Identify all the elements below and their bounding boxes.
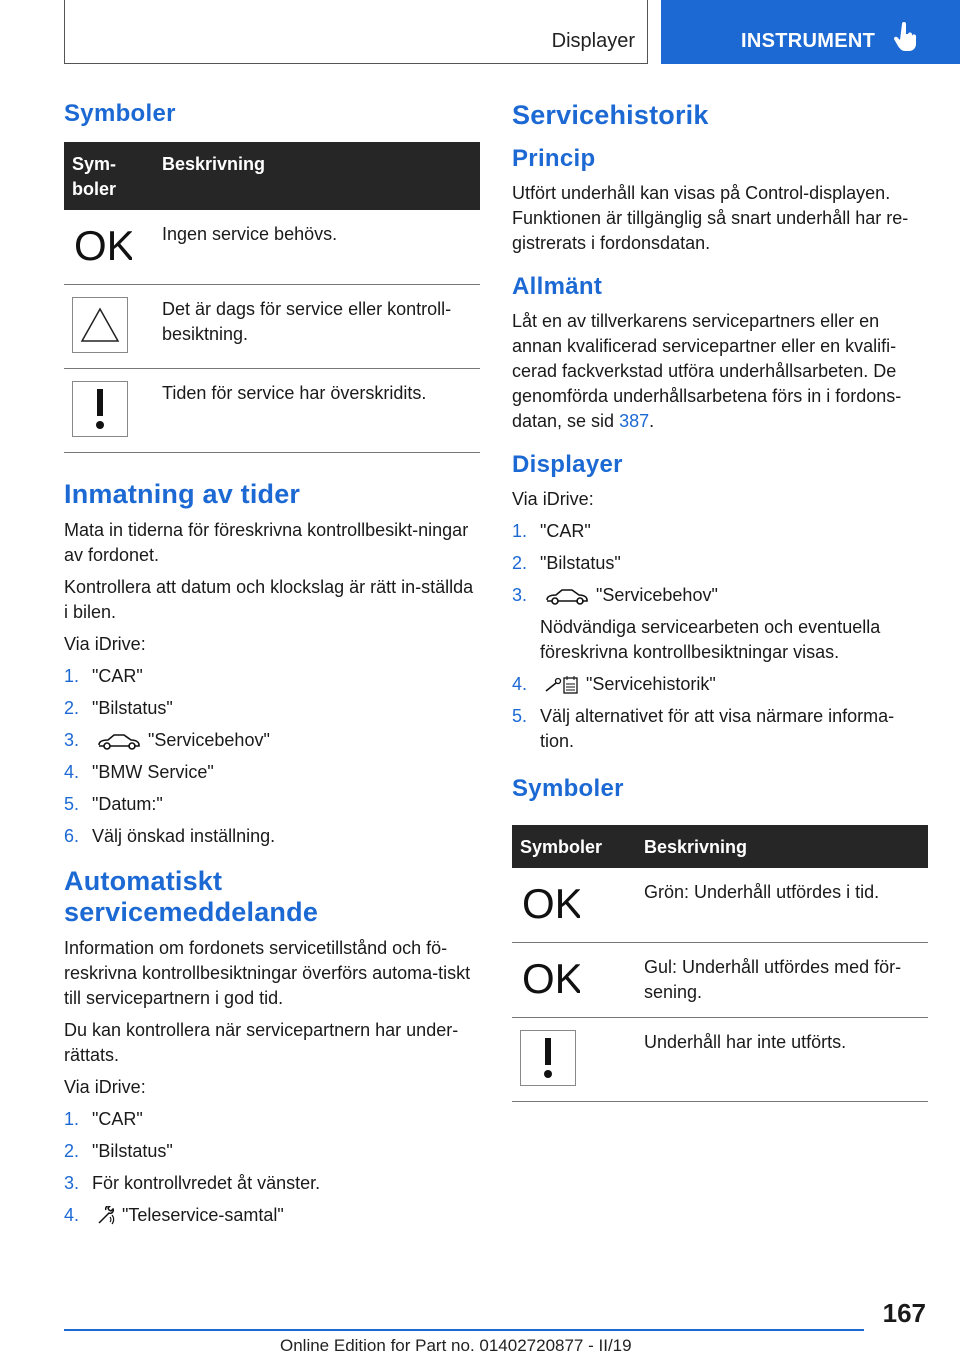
- right-column: [512, 100, 928, 1102]
- paragraph: Information om fordonets servicetillstånd och fö-reskrivna kontrollbesiktningar överförs automa-tiskt till servicepartnern i god tid.: [64, 938, 471, 1008]
- paragraph: Du kan kontrollera när servicepartnern har under-rättats.: [64, 1020, 459, 1065]
- list-item: 3. För kontrollvredet åt vänster.: [64, 1173, 321, 1193]
- allmant-heading: Allmänt: [512, 273, 603, 300]
- pointing-hand-icon: [893, 22, 919, 52]
- list-item: 1. "CAR": [512, 521, 591, 541]
- svg-text:OK: OK: [522, 955, 580, 999]
- chapter-tab[interactable]: [661, 0, 960, 64]
- princip-heading: Princip: [512, 145, 596, 172]
- table-row: [64, 369, 480, 453]
- list-item: 4. "BMW Service": [64, 762, 214, 782]
- page-reference-link[interactable]: 387: [619, 411, 650, 431]
- step-list-inmatning: [64, 664, 480, 849]
- list-item: 3. "Servicebehov": [64, 730, 270, 750]
- list-item: 4. "Teleservice-samtal": [64, 1205, 284, 1225]
- list-item: 1. "CAR": [64, 666, 143, 686]
- warning-triangle-icon: [72, 297, 128, 353]
- auto-service-heading: Automatiskt servicemeddelande: [64, 866, 319, 927]
- list-item: 6. Välj önskad inställning.: [64, 826, 276, 846]
- paragraph: Kontrollera att datum och klockslag är rätt in-ställda i bilen.: [64, 577, 474, 622]
- step-list-auto: [64, 1107, 480, 1228]
- symbol-description: Tiden för service har överskridits.: [154, 369, 480, 453]
- ok-icon: [72, 222, 132, 266]
- exclamation-icon: [72, 381, 128, 437]
- ok-icon: [520, 880, 580, 924]
- table-row: [64, 210, 480, 285]
- list-item: 4. "Servicehistorik": [512, 674, 716, 694]
- list-item: 2. "Bilstatus": [64, 698, 173, 718]
- paragraph: Låt en av tillverkarens servicepartners eller en annan kvalificerad servicepartner eller en kvalifi-cerad fackverkstad utföra underhållsarbeten. De genomförda underhållsarbetena förs in i fordons-datan, se sid 387.: [512, 311, 902, 431]
- car-icon: [544, 587, 590, 605]
- paragraph: Via iDrive:: [64, 1077, 146, 1097]
- displayer-heading: Displayer: [512, 451, 623, 478]
- paragraph: Utfört underhåll kan visas på Control-displayen. Funktionen är tillgänglig så snart underhåll har re-gistrerats i fordonsdatan.: [512, 183, 909, 253]
- symbols-heading-left: Symboler: [64, 100, 176, 127]
- symbols-table-right: [512, 825, 928, 1102]
- table-header-symbols: Symboler: [512, 825, 636, 868]
- list-item: 5. "Datum:": [64, 794, 163, 814]
- chapter-title: INSTRUMENT: [741, 30, 876, 52]
- list-item: 2. "Bilstatus": [64, 1141, 173, 1161]
- list-item: 3. "Servicebehov" Nödvändiga servicearbeten och eventuella föreskrivna kontrollbesiktningar visas.: [512, 585, 881, 662]
- table-row: [512, 868, 928, 943]
- footer-edition: Online Edition for Part no. 01402720877 - II/19: [280, 1336, 632, 1355]
- paragraph: Via iDrive:: [512, 489, 594, 509]
- symbol-description: Ingen service behövs.: [154, 210, 480, 285]
- symbols-table-left: [64, 142, 480, 453]
- header-section-box: [64, 0, 648, 64]
- left-column: [64, 100, 480, 1235]
- table-row: [512, 1018, 928, 1102]
- servicehistorik-heading: Servicehistorik: [512, 100, 709, 130]
- table-header-description: Beskrivning: [154, 142, 480, 210]
- ok-icon: [520, 955, 580, 999]
- service-calendar-icon: [544, 675, 580, 695]
- symbols-heading-right: Symboler: [512, 775, 624, 802]
- step-list-displayer: [512, 519, 928, 754]
- list-item: 2. "Bilstatus": [512, 553, 621, 573]
- section-title: Displayer: [551, 30, 635, 52]
- exclamation-icon: [520, 1030, 576, 1086]
- footer-divider: [64, 1329, 864, 1331]
- symbol-description: Grön: Underhåll utfördes i tid.: [636, 868, 928, 943]
- list-item: 5. Välj alternativet för att visa närmare informa-tion.: [512, 706, 895, 751]
- page-number: 167: [882, 1298, 926, 1328]
- table-row: [512, 943, 928, 1018]
- inmatning-heading: Inmatning av tider: [64, 479, 301, 509]
- symbol-description: Underhåll har inte utförts.: [636, 1018, 928, 1102]
- car-icon: [96, 732, 142, 750]
- paragraph: Via iDrive:: [64, 634, 146, 654]
- svg-text:OK: OK: [522, 880, 580, 924]
- table-header-description: Beskrivning: [636, 825, 928, 868]
- symbol-description: Gul: Underhåll utfördes med för-sening.: [636, 943, 928, 1018]
- table-header-symbols: Sym- boler: [64, 142, 154, 210]
- table-row: [64, 285, 480, 369]
- svg-text:OK: OK: [74, 222, 132, 266]
- symbol-description: Det är dags för service eller kontroll-besiktning.: [154, 285, 480, 369]
- paragraph: Mata in tiderna för föreskrivna kontrollbesikt-ningar av fordonet.: [64, 520, 469, 565]
- list-item: 1. "CAR": [64, 1109, 143, 1129]
- wrench-icon: [96, 1206, 116, 1226]
